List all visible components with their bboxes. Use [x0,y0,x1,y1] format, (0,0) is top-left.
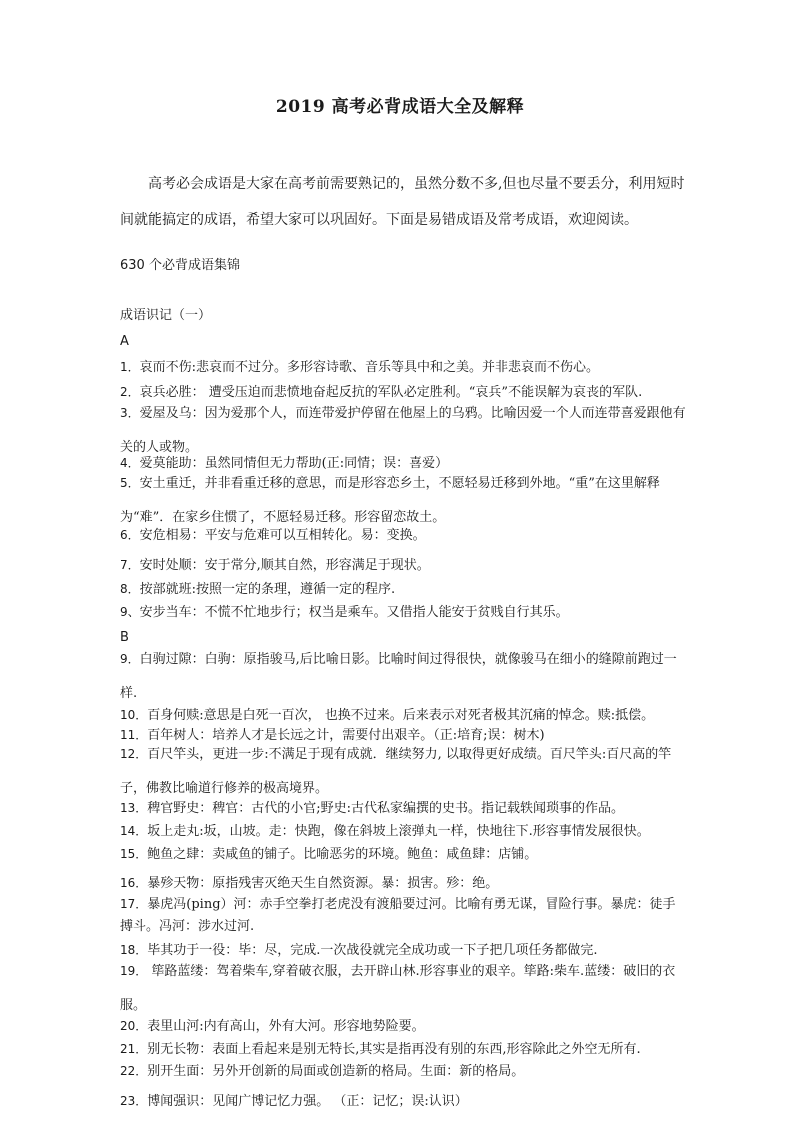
idiom-entry: 10．百身何赎:意思是白死一百次， 也换不过来。后来表示对死者极其沉痛的悼念。赎:抵偿。 [120,708,655,723]
idiom-entry: 20．表里山河:内有高山，外有大河。形容地势险要。 [120,1019,425,1034]
idiom-entry: 19． 筚路蓝缕：驾着柴车,穿着破衣服，去开辟山林.形容事业的艰辛。筚路:柴车.蓝缕：破旧的衣服。 [120,964,676,1013]
idiom-entry: 1．哀而不伤:悲哀而不过分。多形容诗歌、音乐等具中和之美。并非悲哀而不伤心。 [120,360,600,375]
idiom-entry: 3．爱屋及乌：因为爱那个人，而连带爱护停留在他屋上的乌鸦。比喻因爱一个人而连带喜爱跟他有关的人或物。 [120,406,686,455]
idiom-entry: 15．鲍鱼之肆：卖咸鱼的铺子。比喻恶劣的环境。鲍鱼：咸鱼肆：店铺。 [120,847,538,862]
idiom-entry: 4．爱莫能助：虽然同情但无力帮助(正:同情；误：喜爱） [120,456,449,471]
intro-paragraph: 高考必会成语是大家在高考前需要熟记的，虽然分数不多,但也尽量不要丢分，利用短时间就能搞定的成语，希望大家可以巩固好。下面是易错成语及常考成语，欢迎阅读。 [120,176,685,228]
document-title: 2019 高考必背成语大全及解释 [275,97,525,117]
idiom-entry: 17．暴虎冯(ping）河：赤手空拳打老虎没有渡船要过河。比喻有勇无谋，冒险行事。暴虎：徒手搏斗。冯河：涉水过河. [120,897,676,934]
idiom-entry: 13．稗官野史：稗官：古代的小官;野史:古代私家编撰的史书。指记载轶闻琐事的作品。 [120,801,625,816]
idiom-entry: 22．别开生面：另外开创新的局面或创造新的格局。生面：新的格局。 [120,1064,525,1079]
idiom-entry: 18．毕其功于一役：毕：尽，完成.一次战役就完全成功或一下子把几项任务都做完. [120,943,598,958]
idiom-entry: 23．博闻强识：见闻广博记忆力强。 （正：记忆；误:认识） [120,1094,468,1109]
idiom-entry: 7．安时处顺：安于常分,顺其自然，形容满足于现状。 [120,558,430,573]
idiom-entry: 14．坂上走丸:坂，山坡。走：快跑，像在斜坡上滚弹丸一样，快地往下.形容事情发展很快。 [120,824,650,839]
idiom-entry: 6．安危相易：平安与危难可以互相转化。易：变换。 [120,528,426,543]
idiom-entry: 12．百尺竿头，更进一步:不满足于现有成就．继续努力, 以取得更好成绩。百尺竿头:百尺高的竿子，佛教比喻道行修养的极高境界。 [120,747,672,796]
letter-heading-b: B [120,630,129,645]
idiom-entry: 9、安步当车：不慌不忙地步行；权当是乘车。又借指人能安于贫贱自行其乐。 [120,605,569,620]
idiom-entry: 21．别无长物：表面上看起来是别无特长,其实是指再没有别的东西,形容除此之外空无所有. [120,1042,641,1057]
idiom-entry: 16．暴殄天物：原指残害灭绝天生自然资源。暴：损害。殄：绝。 [120,876,499,891]
idiom-entry: 11．百年树人：培养人才是长远之计，需要付出艰辛。（正:培育;误：树木) [120,728,545,743]
section-title: 成语识记（一） [120,308,212,323]
collection-title: 630 个必背成语集锦 [120,258,240,273]
idiom-entry: 2．哀兵必胜： 遭受压迫而悲愤地奋起反抗的军队必定胜利。“哀兵”不能误解为哀丧的军队. [120,385,643,400]
idiom-entry: 9．白驹过隙：白驹：原指骏马,后比喻日影。比喻时间过得很快，就像骏马在细小的缝隙前跑过一样. [120,652,677,701]
idiom-entry: 8．按部就班:按照一定的条理，遵循一定的程序. [120,582,396,597]
letter-heading-a: A [120,334,129,349]
idiom-entry: 5．安土重迁，并非看重迁移的意思，而是形容恋乡土，不愿轻易迁移到外地。“重”在这里解释为“难”．在家乡住惯了，不愿轻易迁移。形容留恋故土。 [120,476,660,525]
